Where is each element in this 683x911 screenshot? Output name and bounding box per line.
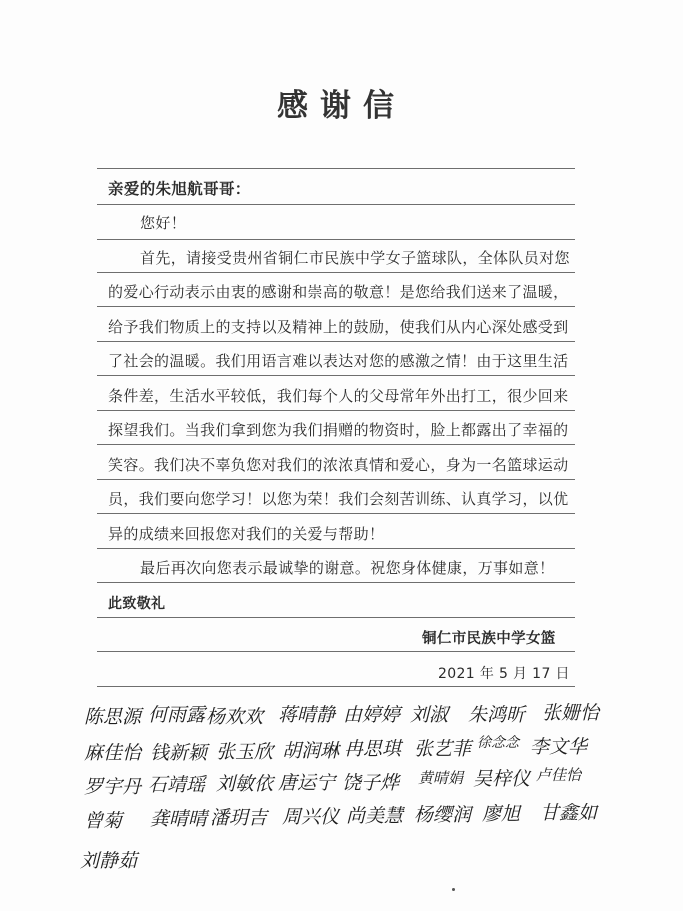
final-wishes: 最后再次向您表示最诚挚的谢意。祝您身体健康，万事如意！ [140, 559, 555, 577]
signature: 刘淑 [410, 704, 449, 726]
ruled-line [97, 686, 575, 687]
body-line: 给予我们物质上的支持以及精神上的鼓励，使我们从内心深处感受到 [108, 318, 569, 336]
signature: 麻佳怡 [84, 742, 142, 764]
signature: 张玉欣 [216, 741, 274, 763]
date: 2021 年 5 月 17 日 [438, 666, 570, 682]
signature: 杨缨润 [414, 804, 472, 826]
greeting: 您好！ [140, 214, 187, 232]
body-line: 员，我们要向您学习！以您为荣！我们会刻苦训练、认真学习，以优 [108, 490, 569, 508]
body-line: 了社会的温暖。我们用语言难以表达对您的感激之情！由于这里生活 [108, 352, 569, 370]
signature: 胡润琳 [282, 740, 340, 762]
signature: 钱新颖 [150, 742, 208, 764]
signature: 朱鸿昕 [468, 704, 526, 726]
signature: 吴梓仪 [473, 768, 531, 790]
signature: 冉思琪 [344, 738, 402, 760]
signature: 尚美慧 [346, 805, 404, 827]
signature: 徐念念 [477, 735, 519, 751]
signature: 刘敏依 [216, 773, 274, 795]
body-line: 异的成绩来回报您对我们的关爱与帮助！ [108, 525, 385, 543]
ruled-line [97, 306, 575, 307]
letter-title: 感谢信 [277, 88, 406, 124]
signature: 唐运宁 [278, 772, 336, 794]
ruled-line [97, 651, 575, 652]
signature: 何雨露 [148, 704, 206, 726]
ruled-line [97, 239, 575, 240]
signature: 由婷婷 [343, 704, 401, 726]
signature: 杨欢欢 [206, 706, 264, 728]
ruled-line [97, 272, 575, 273]
ruled-line [97, 548, 575, 549]
ink-speck [452, 888, 455, 891]
signature: 廖旭 [482, 803, 521, 825]
signature: 潘玥吉 [210, 807, 268, 829]
signature: 罗宇丹 [84, 776, 142, 798]
ruled-line [97, 513, 575, 514]
signature: 饶子烨 [342, 772, 400, 794]
signature: 周兴仪 [282, 806, 340, 828]
signature: 张艺菲 [414, 738, 472, 760]
signature: 蒋晴静 [278, 704, 336, 726]
body-line: 首先，请接受贵州省铜仁市民族中学女子篮球队，全体队员对您 [140, 249, 570, 267]
ruled-line [97, 375, 575, 376]
body-line: 的爱心行动表示由衷的感谢和崇高的敬意！是您给我们送来了温暖， [108, 283, 569, 301]
ruled-line [97, 341, 575, 342]
closing: 此致敬礼 [108, 596, 166, 612]
ruled-line [97, 444, 575, 445]
salutation: 亲爱的朱旭航哥哥： [108, 180, 251, 198]
body-line: 探望我们。当我们拿到您为我们捐赠的物资时，脸上都露出了幸福的 [108, 421, 569, 439]
ruled-line [97, 204, 575, 205]
signature: 卢佳怡 [536, 766, 582, 784]
ruled-line [97, 617, 575, 618]
signature: 李文华 [530, 736, 588, 758]
body-line: 条件差，生活水平较低，我们每个人的父母常年外出打工，很少回来 [108, 387, 569, 405]
ruled-line [97, 168, 575, 169]
signature: 陈思源 [84, 706, 142, 728]
signature: 石靖瑶 [148, 774, 206, 796]
body-line: 笑容。我们决不辜负您对我们的浓浓真情和爱心，身为一名篮球运动 [108, 456, 569, 474]
sender: 铜仁市民族中学女篮 [422, 631, 556, 647]
ruled-line [97, 479, 575, 480]
ruled-line [97, 410, 575, 411]
signature: 龚晴晴 [150, 808, 208, 830]
ruled-line [97, 582, 575, 583]
signature: 黄晴娟 [418, 769, 464, 787]
signature: 甘鑫如 [540, 802, 598, 824]
signature: 张姗怡 [542, 702, 600, 724]
signature: 曾菊 [84, 810, 123, 832]
signature: 刘静茹 [80, 850, 138, 872]
